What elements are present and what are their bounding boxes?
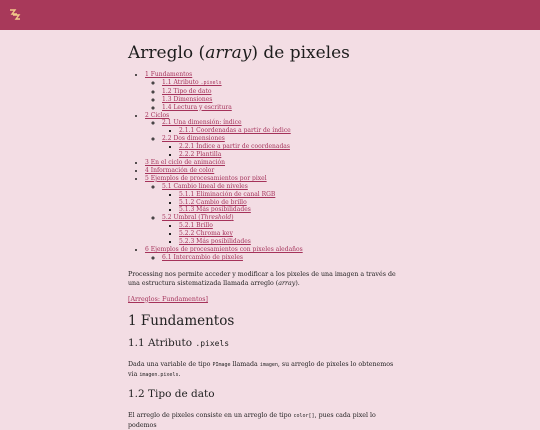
subsection-heading: 1.2 Tipo de dato bbox=[128, 387, 215, 400]
inline-code: PImage bbox=[212, 361, 231, 368]
body-text: El arreglo de pixeles consiste en un arreglo de tipo bbox=[128, 411, 294, 419]
toc-label: 5.2 Umbral ( bbox=[162, 214, 201, 222]
toc-link-s4[interactable]: 4 Información de color bbox=[145, 166, 215, 174]
body-text: llamada bbox=[230, 360, 260, 368]
toc-link-s1-3[interactable]: 1.3 Dimensiones bbox=[162, 95, 213, 103]
toc-link-s5[interactable]: 5 Ejemplos de procesamientos por pixel bbox=[145, 174, 267, 182]
body-text: , su arreglo de pixeles lo obtenemos via bbox=[128, 360, 394, 378]
subsection-code: .pixels bbox=[195, 338, 230, 348]
toc-link-s5-2-3[interactable]: 5.2.3 Más posibilidades bbox=[179, 238, 251, 246]
toc-link-s5-1-2[interactable]: 5.1.2 Cambio de brillo bbox=[179, 198, 247, 206]
toc-link-s1-4[interactable]: 1.4 Lectura y escritura bbox=[162, 103, 232, 111]
toc-link-s1-1[interactable] bbox=[162, 79, 222, 86]
toc-link-s5-2-2[interactable]: 5.2.2 Chroma key bbox=[179, 230, 233, 238]
title-text-rest: ) de pixeles bbox=[251, 43, 350, 63]
toc-link-s5-1[interactable]: 5.1 Cambio lineal de niveles bbox=[162, 182, 248, 190]
body-paragraph bbox=[128, 360, 398, 380]
page-title bbox=[128, 43, 398, 63]
body-text: Dada una variable de tipo bbox=[128, 360, 213, 368]
toc-link-s5-1-3[interactable]: 5.1.3 Más posibilidades bbox=[179, 206, 251, 214]
section-link[interactable]: [Arreglos: Fundamentos] bbox=[128, 295, 208, 303]
inline-code: imagen bbox=[259, 361, 278, 368]
toc-link-s2-2-2[interactable]: 2.2.2 Plantilla bbox=[179, 151, 222, 159]
subsection-label: 1.1 Atributo bbox=[128, 336, 196, 349]
toc-link-s5-2-1[interactable]: 5.2.1 Brillo bbox=[179, 222, 213, 230]
toc-item bbox=[145, 71, 398, 112]
toc-link-s2-1[interactable]: 2.1 Una dimensión: índice bbox=[162, 119, 242, 127]
intro-emphasis: array bbox=[278, 279, 296, 287]
toc-link-s2[interactable]: 2 Ciclos bbox=[145, 111, 170, 119]
toc-code: .pixels bbox=[200, 79, 222, 86]
toc-link-s2-2-1[interactable]: 2.2.1 Índice a partir de coordenadas bbox=[179, 143, 290, 151]
inline-code: color[] bbox=[293, 412, 315, 419]
toc-link-s1[interactable]: 1 Fundamentos bbox=[145, 71, 193, 78]
toc-link-s2-1-1[interactable]: 2.1.1 Coordenadas a partir de índice bbox=[179, 127, 291, 135]
toc-link-s3[interactable]: 3 En el ciclo de animación bbox=[145, 158, 226, 166]
toc-emphasis: Threshold bbox=[200, 214, 232, 222]
intro-paragraph bbox=[128, 270, 398, 288]
section-heading: 1 Fundamentos bbox=[128, 312, 235, 329]
toc-label: 1.1 Atributo bbox=[162, 78, 201, 86]
top-bar bbox=[0, 0, 540, 30]
title-emphasis: array bbox=[205, 43, 252, 63]
intro-text: Processing nos permite acceder y modificar a los pixeles de una imagen a través de una estructura sistematizada llamada arreglo ( bbox=[128, 270, 396, 287]
main-content bbox=[128, 30, 398, 430]
table-of-contents bbox=[128, 71, 398, 262]
body-text: . bbox=[178, 370, 181, 378]
toc-link-s2-2[interactable]: 2.2 Dos dimensiones bbox=[162, 135, 225, 143]
title-text: Arreglo ( bbox=[128, 43, 206, 63]
toc-item bbox=[145, 112, 398, 159]
toc-link-s6-1[interactable]: 6.1 Intercambio de pixeles bbox=[162, 253, 243, 261]
toc-link-s6[interactable]: 6 Ejemplos de procesamientos con pixeles aledaños bbox=[145, 245, 303, 253]
toc-link-s5-2[interactable] bbox=[162, 214, 234, 221]
toc-link-s1-2[interactable]: 1.2 Tipo de dato bbox=[162, 87, 212, 95]
inline-code: imagen.pixels bbox=[139, 371, 179, 378]
site-logo-icon[interactable] bbox=[8, 7, 22, 21]
intro-text-end: ). bbox=[295, 279, 300, 287]
body-paragraph bbox=[128, 411, 398, 430]
subsection-heading bbox=[128, 337, 398, 350]
body-text: , pues cada pixel lo podemos bbox=[128, 411, 376, 429]
toc-label: ) bbox=[231, 214, 234, 222]
toc-link-s5-1-1[interactable]: 5.1.1 Eliminación de canal RGB bbox=[179, 190, 276, 198]
